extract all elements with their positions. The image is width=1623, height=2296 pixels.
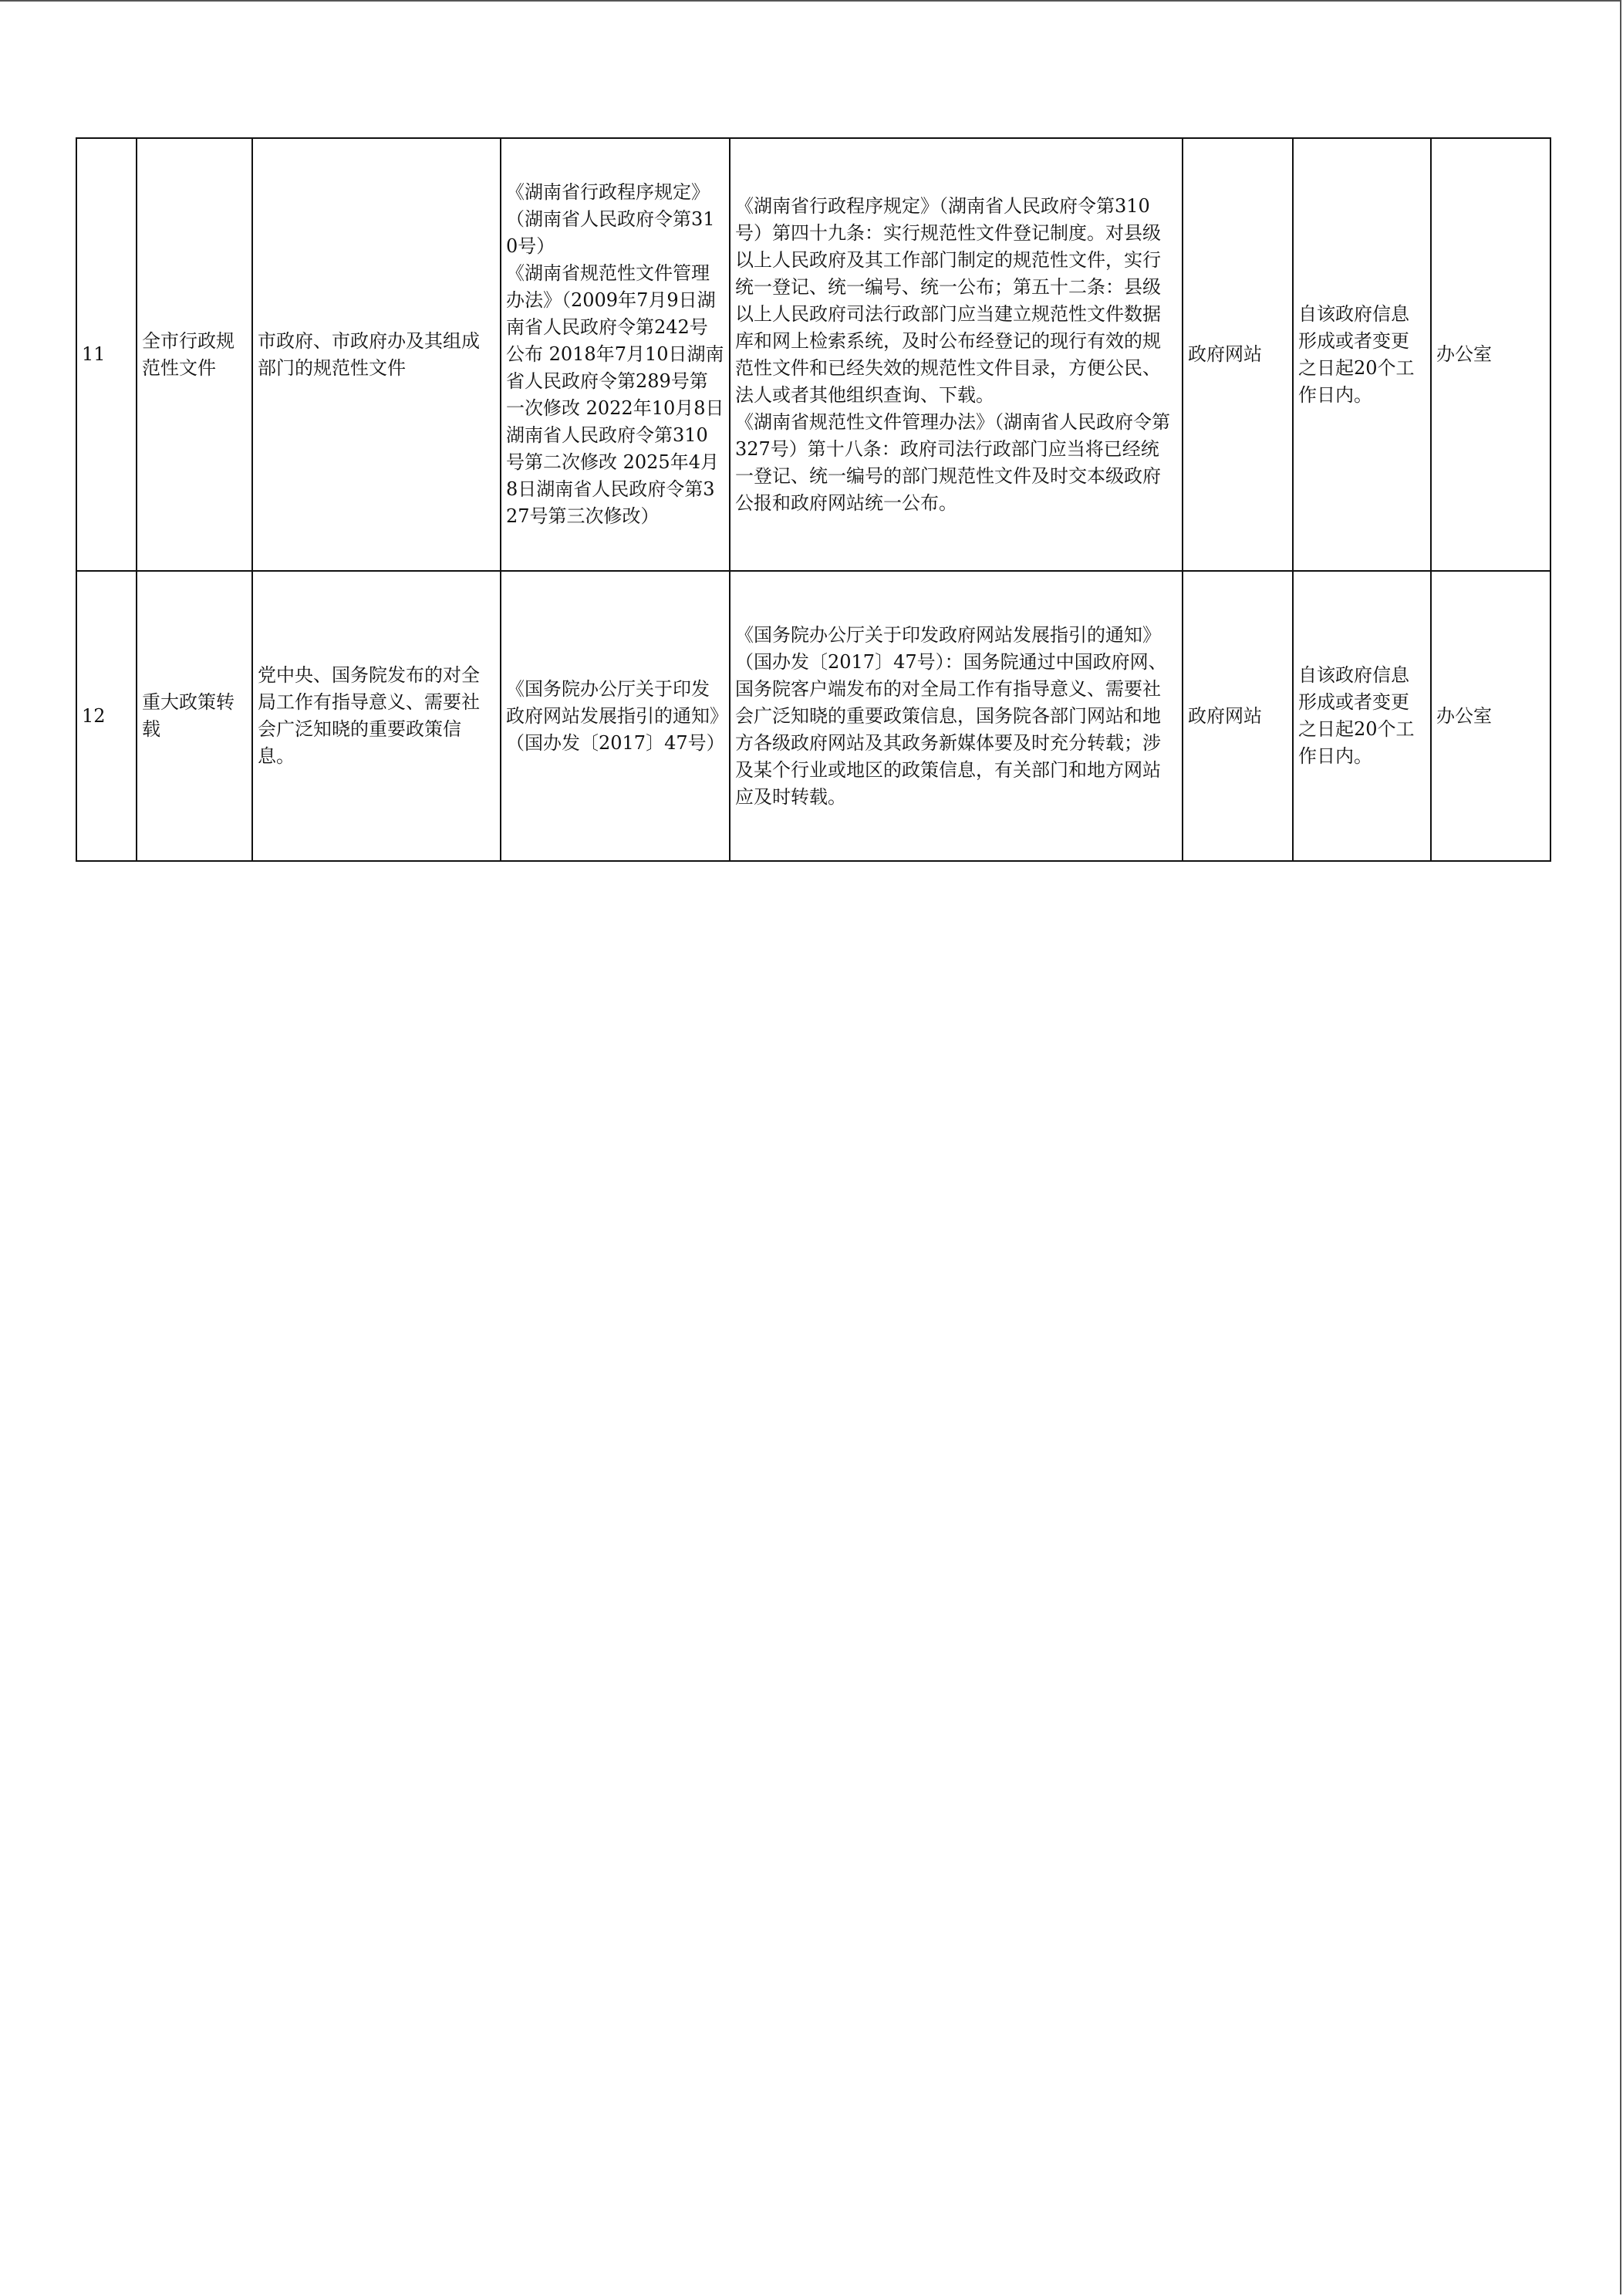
row-number: 12 bbox=[76, 571, 137, 861]
department-cell: 办公室 bbox=[1431, 138, 1550, 571]
basis-detail-cell: 《湖南省行政程序规定》（湖南省人民政府令第310号）第四十九条：实行规范性文件登记制度。对县级以上人民政府及其工作部门制定的规范性文件，实行统一登记、统一编号、统一公布；第五十二条：县级以上人民政府司法行政部门应当建立规范性文件数据库和网上检索系统，及时公布经登记的现行有效的规范性文件和已经失效的规范性文件目录，方便公民、法人或者其他组织查询、下载。 《湖南省规范性文件管理办法》（湖南省人民政府令第327号）第十八条：政府司法行政部门应当将已经统一登记、统一编号的部门规范性文件及时交本级政府公报和政府网站统一公布。 bbox=[730, 138, 1183, 571]
basis-short-cell: 《湖南省行政程序规定》（湖南省人民政府令第310号） 《湖南省规范性文件管理办法》（2009年7月9日湖南省人民政府令第242号公布 2018年7月10日湖南省人民政府令第289号第一次修改 2022年10月8日湖南省人民政府令第310号第二次修改 2025年4月8日湖南省人民政府令第327号第三次修改） bbox=[501, 138, 730, 571]
time-limit-cell: 自该政府信息形成或者变更之日起20个工作日内。 bbox=[1293, 138, 1431, 571]
row-number: 11 bbox=[76, 138, 137, 571]
department-cell: 办公室 bbox=[1431, 571, 1550, 861]
channel-cell: 政府网站 bbox=[1183, 138, 1293, 571]
table-row bbox=[76, 571, 1550, 861]
disclosure-table bbox=[76, 137, 1551, 862]
channel-cell: 政府网站 bbox=[1183, 571, 1293, 861]
content-cell: 党中央、国务院发布的对全局工作有指导意义、需要社会广泛知晓的重要政策信息。 bbox=[252, 571, 501, 861]
basis-short-cell: 《国务院办公厅关于印发政府网站发展指引的通知》（国办发〔2017〕47号） bbox=[501, 571, 730, 861]
time-limit-cell: 自该政府信息形成或者变更之日起20个工作日内。 bbox=[1293, 571, 1431, 861]
category-cell: 重大政策转载 bbox=[137, 571, 252, 861]
table-row bbox=[76, 138, 1550, 571]
category-cell: 全市行政规范性文件 bbox=[137, 138, 252, 571]
content-cell: 市政府、市政府办及其组成部门的规范性文件 bbox=[252, 138, 501, 571]
basis-detail-cell: 《国务院办公厅关于印发政府网站发展指引的通知》（国办发〔2017〕47号）：国务院通过中国政府网、国务院客户端发布的对全局工作有指导意义、需要社会广泛知晓的重要政策信息，国务院各部门网站和地方各级政府网站及其政务新媒体要及时充分转载；涉及某个行业或地区的政策信息，有关部门和地方网站应及时转载。 bbox=[730, 571, 1183, 861]
